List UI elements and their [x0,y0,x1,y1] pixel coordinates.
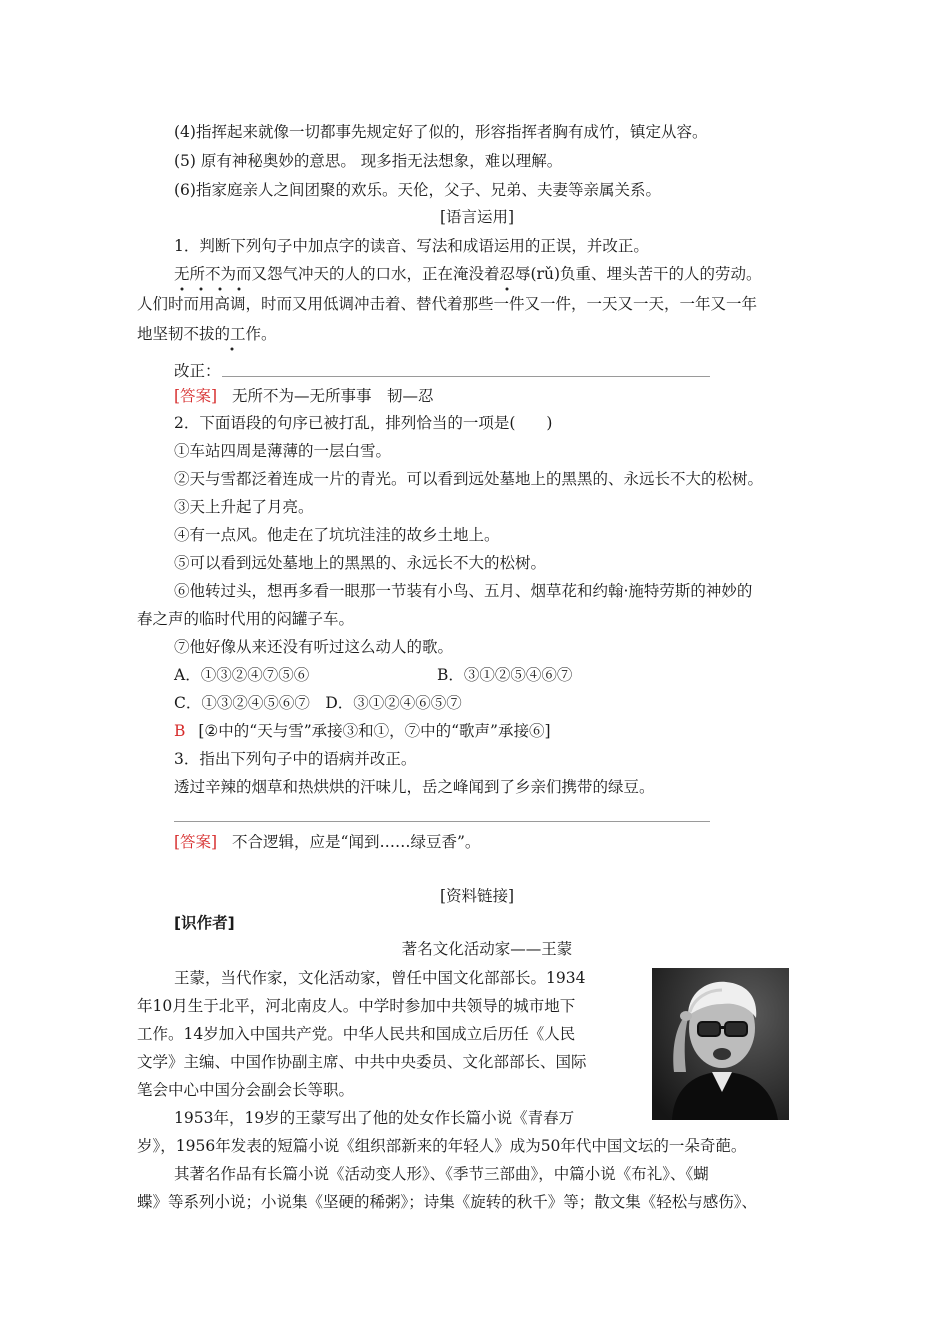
q1-prompt: 1．判断下列句子中加点字的读音、写法和成语运用的正误，并改正。 [174,237,649,255]
q2-option-cd: C．①③②④⑤⑥⑦ D．③①②④⑥⑤⑦ [174,694,462,712]
q2-item-5: ⑤可以看到远处墓地上的黑黑的、永远长不大的松树。 [174,554,547,572]
q2-answer-letter: B [174,722,186,740]
q1-line1: 无所不为而又怨气冲天的人的口水，正在淹没着忍辱(rǔ)负重、埋头苦干的人的劳动。 [174,265,762,283]
q3-sentence: 透过辛辣的烟草和热烘烘的汗味儿，岳之峰闻到了乡亲们携带的绿豆。 [174,778,655,796]
bio-line-9: 蝶》等系列小说；小说集《坚硬的稀粥》；诗集《旋转的秋千》等；散文集《轻松与感伤》、 [137,1193,758,1211]
bio-line-6: 1953年，19岁的王蒙写出了他的处女作长篇小说《青春万 [174,1109,575,1127]
bio-line-4: 文学》主编、中国作协副主席、中共中央委员、文化部部长、国际 [137,1053,587,1071]
q1-answer-tag: [答案] [174,387,218,405]
bio-line-7: 岁》，1956年发表的短篇小说《组织部新来的年轻人》成为50年代中国文坛的一朵奇葩。 [137,1137,747,1155]
q2-option-a: A．①③②④⑦⑤⑥ [174,666,310,684]
q1-line3: 地坚韧不拔的工作。 [137,325,277,343]
note-6: (6)指家庭亲人之间团聚的欢乐。天伦，父子、兄弟、夫妻等亲属关系。 [174,181,661,199]
q2-item-6-cont: 春之声的临时代用的闷罐子车。 [137,610,355,628]
q2-item-3: ③天上升起了月亮。 [174,498,314,516]
bio-line-2: 年10月生于北平，河北南皮人。中学时参加中共领导的城市地下 [137,997,576,1015]
emphasis-dot-ru [502,285,512,294]
bio-line-1: 王蒙，当代作家，文化活动家，曾任中国文化部部长。1934 [174,969,586,987]
bio-line-8: 其著名作品有长篇小说《活动变人形》、《季节三部曲》，中篇小说《布礼》、《蝴 [174,1165,709,1183]
note-5: (5) 原有神秘奥妙的意思。 现多指无法想象，难以理解。 [174,152,563,170]
q3-answer [174,832,480,852]
author-photo [652,968,789,1120]
emphasis-dots [178,285,258,294]
bio-line-5: 笔会中心中国分会副会长等职。 [137,1081,355,1099]
q3-answer-tag: [答案] [174,833,218,851]
q2-answer [174,721,551,741]
emphasis-dot-ru-svg [502,285,512,293]
q1-answer [174,386,434,406]
q2-prompt: 2．下面语段的句序已被打乱，排列恰当的一项是( ) [174,414,553,432]
emphasis-dot-ren-svg [227,345,237,353]
author-title: 著名文化活动家——王蒙 [401,940,573,958]
q3-answer-line [174,821,710,822]
q1-answer-text: 无所不为—无所事事 韧—忍 [232,387,434,405]
bio-line-3: 工作。14岁加入中国共产党。中华人民共和国成立后历任《人民 [137,1025,576,1043]
q1-correction-label: 改正： [174,362,221,380]
q2-option-b: B．③①②⑤④⑥⑦ [437,666,573,684]
emphasis-dot-ren [227,345,237,354]
emphasis-dots-svg [178,285,258,293]
section-link-heading: [资料链接] [439,887,515,905]
note-4: (4)指挥起来就像一切都事先规定好了似的，形容指挥者胸有成竹，镇定从容。 [174,123,708,141]
q1-correction-line [222,376,710,377]
q2-item-1: ①车站四周是薄薄的一层白雪。 [174,442,392,460]
q2-item-2: ②天与雪都泛着连成一片的青光。可以看到远处墓地上的黑黑的、永远长不大的松树。 [174,470,764,488]
q2-item-4: ④有一点风。他走在了坑坑洼洼的故乡土地上。 [174,526,500,544]
q3-prompt: 3．指出下列句子中的语病并改正。 [174,750,417,768]
author-tag: [识作者] [174,914,235,932]
author-photo-svg [652,968,789,1120]
q3-answer-text: 不合逻辑，应是“闻到……绿豆香”。 [232,833,481,851]
q1-line2: 人们时而用高调，时而又用低调冲击着、替代着那些一件又一件，一天又一天，一年又一年 [137,295,758,313]
section-language-heading: [语言运用] [439,208,515,226]
q2-item-7: ⑦他好像从来还没有听过这么动人的歌。 [174,638,454,656]
q2-answer-text: [②中的“天与雪”承接③和①，⑦中的“歌声”承接⑥] [198,722,551,740]
q2-item-6: ⑥他转过头，想再多看一眼那一节装有小鸟、五月、烟草花和约翰·施特劳斯的神妙的 [174,582,753,600]
